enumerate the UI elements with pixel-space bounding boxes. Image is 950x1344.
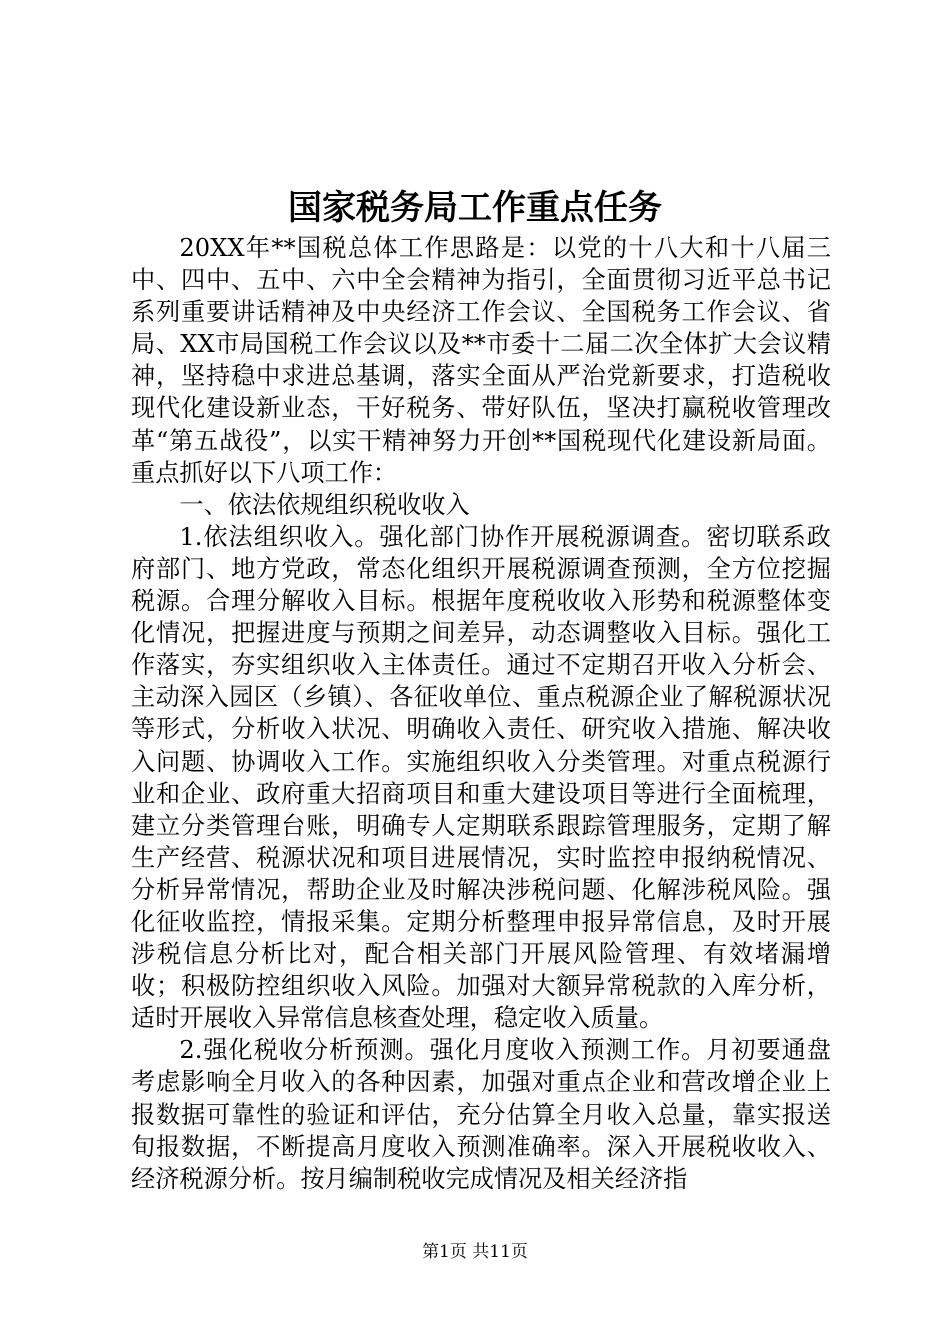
section-heading-1: 一、依法依规组织税收收入 — [179, 490, 470, 519]
paragraph-item-2: 2.强化税收分析预测。强化月度收入预测工作。月初要通盘考虑影响全月收入的各种因素，加强对重点企业和营改增企业上报数据可靠性的验证和评估，充分估算全月收入总量，靠实报送旬报数据，不断提高月度收入预测准确率。深入开展税收收入、经济税源分析。按月编制税收完成情况及相关经济指 — [131, 1036, 831, 1193]
paragraph-item-1: 1.依法组织收入。强化部门协作开展税源调查。密切联系政府部门、地方党政，常态化组织开展税源调查预测，全方位挖掘税源。合理分解收入目标。根据年度税收收入形势和税源整体变化情况，把握进度与预期之间差异，动态调整收入目标。强化工作落实，夯实组织收入主体责任。通过不定期召开收入分析会、主动深入园区（乡镇）、各征收单位、重点税源企业了解税源状况等形式，分析收入状况、明确收入责任、研究收入措施、解决收入问题、协调收入工作。实施组织收入分类管理。对重点税源行业和企业、政府重大招商项目和重大建设项目等进行全面梳理，建立分类管理台账，明确专人定期联系跟踪管理服务，定期了解生产经营、税源状况和项目进展情况，实时监控申报纳税情况、分析异常情况，帮助企业及时解决涉税问题、化解涉税风险。强化征收监控，情报采集。定期分析整理申报异常信息，及时开展涉税信息分析比对，配合相关部门开展风险管理、有效堵漏增收；积极防控组织收入风险。加强对大额异常税款的入库分析，适时开展收入异常信息核查处理，稳定收入质量。 — [131, 522, 831, 1033]
page-number-footer: 第1页 共11页 — [422, 1242, 528, 1262]
document-title: 国家税务局工作重点任务 — [288, 188, 662, 228]
paragraph-intro: 20XX年**国税总体工作思路是：以党的十八大和十八届三中、四中、五中、六中全会精神为指引，全面贯彻习近平总书记系列重要讲话精神及中央经济工作会议、全国税务工作会议、省局、XX市局国税工作会议以及**市委十二届二次全体扩大会议精神，坚持稳中求进总基调，落实全面从严治党新要求，打造税收现代化建设新业态，干好税务、带好队伍，坚决打赢税收管理改革“第五战役”，以实干精神努力开创**国税现代化建设新局面。重点抓好以下八项工作： — [131, 234, 831, 487]
document-body — [131, 232, 831, 1195]
